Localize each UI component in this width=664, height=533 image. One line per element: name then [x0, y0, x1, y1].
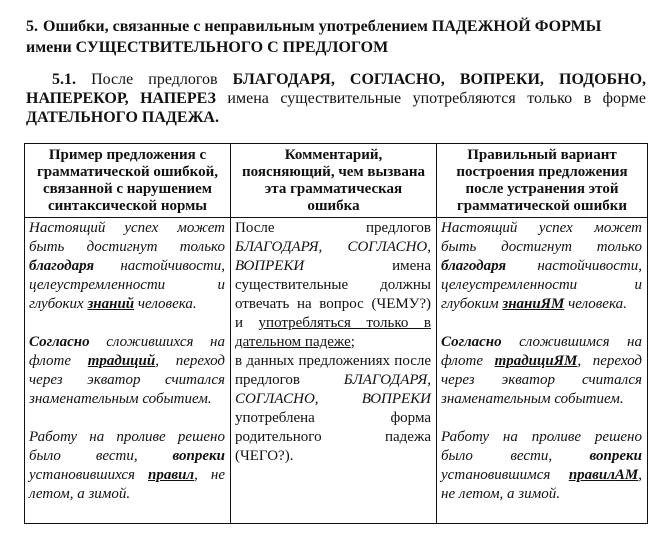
- heading-text-3: имени: [26, 39, 76, 56]
- intro-prepositions: БЛАГОДАРЯ, СОГЛАСНО, ВОПРЕКИ, ПОДОБНО, НАПЕРЕКОР, НАПЕРЕЗ: [26, 71, 647, 107]
- section-number: 5.: [26, 18, 38, 35]
- example-1: Настоящий успех может быть достигнут только благодаря настойчивости, целеустремленности и глубоких знаний человека.: [29, 220, 225, 312]
- intro-case: ДАТЕЛЬНОГО ПАДЕЖА.: [26, 109, 219, 126]
- header-example: Пример предложения с грамматической ошибкой, связанной с нарушением синтаксической нормы: [25, 144, 231, 218]
- example-3: Работу на проливе решено было вести, вопреки установившихся правил, не летом, а зимой.: [29, 429, 225, 502]
- examples-table: [24, 143, 648, 524]
- table-row: [25, 218, 648, 524]
- cell-corrections: [437, 218, 648, 524]
- table-header-row: [25, 144, 648, 218]
- heading-text-4: СУЩЕСТВИТЕЛЬНОГО С ПРЕДЛОГОМ: [75, 39, 389, 56]
- intro-number: 5.1.: [52, 71, 76, 88]
- correction-2: Согласно сложившимся на флоте традициЯМ, переход через экватор считался знаменательным событием.: [441, 334, 642, 407]
- correction-3: Работу на проливе решено было вести, вопреки установившимся правилАМ, не летом, а зимой.: [441, 429, 642, 502]
- heading-text-2: ПАДЕЖНОЙ ФОРМЫ: [431, 18, 602, 35]
- cell-comment: [231, 218, 437, 524]
- header-comment: Комментарий, поясняющий, чем вызвана эта грамматическая ошибка: [231, 144, 437, 218]
- intro-text-2: имена существительные употребляются только в форме: [215, 90, 646, 107]
- intro-paragraph: [26, 70, 646, 127]
- header-correct: Правильный вариант построения предложения после устранения этой грамматической ошибки: [437, 144, 648, 218]
- heading-text-1: Ошибки, связанные с неправильным употреблением: [43, 18, 432, 35]
- correction-1: Настоящий успех может быть достигнут только благодаря настойчивости, целеустремленности и глубоким знаниЯМ человека.: [441, 220, 642, 312]
- cell-examples: [25, 218, 231, 524]
- intro-text-1: После предлогов: [76, 71, 233, 88]
- comment-text: После предлогов БЛАГОДАРЯ, СОГЛАСНО, ВОПРЕКИ имена существительные должны отвечать на вопрос (ЧЕМУ?) и употребляться только в дательном падеже; в данных предложениях после предлогов БЛАГОДАРЯ, СОГЛАСНО, ВОПРЕКИ употреблена форма родительного падежа (ЧЕГО?).: [235, 220, 431, 464]
- section-heading: [26, 16, 650, 58]
- example-2: Согласно сложившихся на флоте традиций, переход через экватор считался знаменательным событием.: [29, 334, 225, 407]
